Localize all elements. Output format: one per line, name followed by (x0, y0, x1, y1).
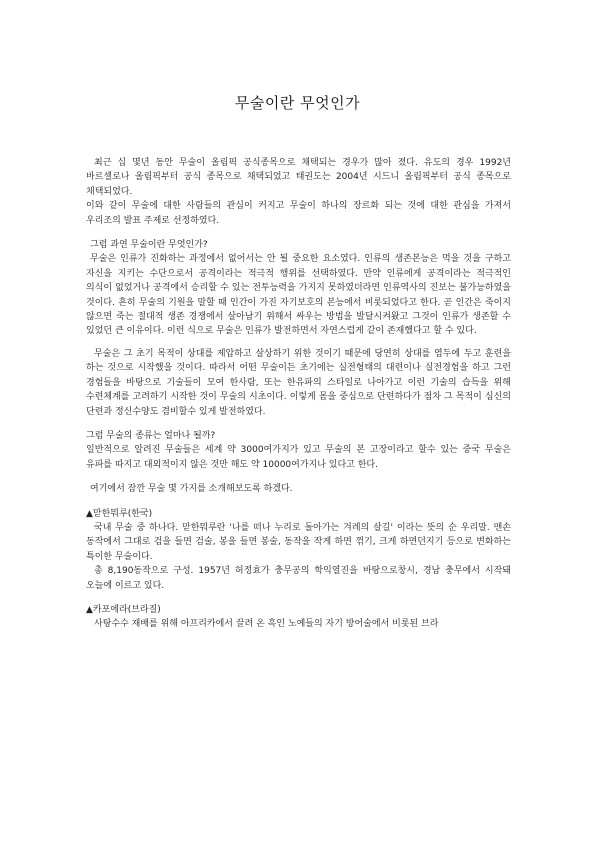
intro-paragraph-1: 최근 십 몇년 동안 무술이 올림픽 공식종목으로 채택되는 경우가 많아 졌다. 유도의 경우 1992년 바르셀로나 올림픽부터 공식 종목으로 채택되었고 태권도는 2004년 시드니 올림픽부터 공식 종목으로 채택되었다. (86, 158, 511, 197)
martial-art-heading-brazil: ▲카포에라(브라질) (86, 604, 161, 615)
martial-art-korea-paragraph-2: 총 8,190동작으로 구성. 1957년 허정효가 충무공의 학익열진을 바탕으로창시, 경남 충무에서 시작돼 오늘에 이르고 있다. (86, 566, 511, 591)
section-question-how-many-types: 그럼 무술의 종류는 얼마나 될까? (86, 430, 216, 441)
section2-paragraph-2: 여기에서 잠깐 무술 몇 가지를 소개해보도록 하겠다. (90, 484, 293, 495)
document-body (86, 156, 511, 632)
martial-art-heading-korea: ▲맏한뭐루(한국) (86, 508, 153, 519)
section1-paragraph-2: 무술은 그 초기 목적이 상대를 제압하고 살상하기 위한 것이기 때문에 당연히 상대를 염두에 두고 훈련을 하는 것으로 시작했을 것이다. 따라서 어떤 무술이든 초기에는 실전형태의 대련이나 실전경험을 하고 그런 경험들을 바탕으로 기술들이 모여 한사람, 또는 한유파의 스타일로 나아가고 이런 기술의 습득을 위해 수련체계를 고려하기 시작한 것이 무술의 시초이다. 이렇게 몸을 중심으로 단련하다가 점차 그 목적이 심신의 단련과 정신수양도 겸비할수 있게 발전하였다. (86, 348, 511, 417)
section2-paragraph-1: 일반적으로 알려진 무술들은 세계 약 3000여가지가 있고 무술의 본 고장이라고 할수 있는 중국 무술은 유파를 따지고 대외적이지 않은 것만 해도 약 10000여가지나 있다고 한다. (86, 445, 511, 470)
intro-paragraph-2: 이와 같이 무술에 대한 사람들의 관심이 커지고 무술이 하나의 장르화 되는 것에 대한 관심을 가져서 우리조의 발표 주제로 선정하였다. (86, 201, 511, 226)
martial-art-korea-paragraph-1: 국내 무술 중 하나다. 맏한뭐루란 '나를 떠나 누리로 돌아가는 겨레의 살길' 이라는 뜻의 순 우리말. 맨손 동작에서 그대로 검을 들면 검술, 봉을 들면 봉술, 동작을 작게 하면 꺾기, 크게 하면던지기 등으로 변화하는 특이한 무술이다. (86, 522, 511, 562)
document-title: 무술이란 무엇인가 (234, 94, 361, 112)
martial-art-brazil-paragraph-1: 사탕수수 재배를 위해 아프리카에서 끌려 온 흑인 노예들의 자기 방어술에서 비롯된 브라 (94, 619, 439, 630)
section-question-what-is-martial-art: 그럼 과연 무술이란 무엇인가? (90, 240, 208, 251)
section1-paragraph-1: 무술은 인류가 진화하는 과정에서 없어서는 안 될 중요한 요소였다. 인류의 생존본능은 먹을 것을 구하고 자신을 지키는 수단으로서 공격이라는 적극적 행위를 선택하였다. 만약 인류에게 공격이라는 적극적인 의식이 없었거나 공격에서 승리할 수 있는 전투능력을 가지지 못하였더라면 인류역사의 진보는 불가능하였을 것이다. 흔히 무술의 기원을 말할 때 인간이 가진 자기보호의 본능에서 비롯되었다고 한다. 곧 인간은 죽이지 않으면 죽는 절대적 생존 경쟁에서 살아남기 위해서 싸우는 방법을 발달시켜왔고 그것이 인류가 생존할 수 있었던 큰 이유이다. 이런 식으로 무술은 인류가 발전하면서 자연스럽게 같이 존재했다고 할 수 있다. (86, 254, 511, 337)
